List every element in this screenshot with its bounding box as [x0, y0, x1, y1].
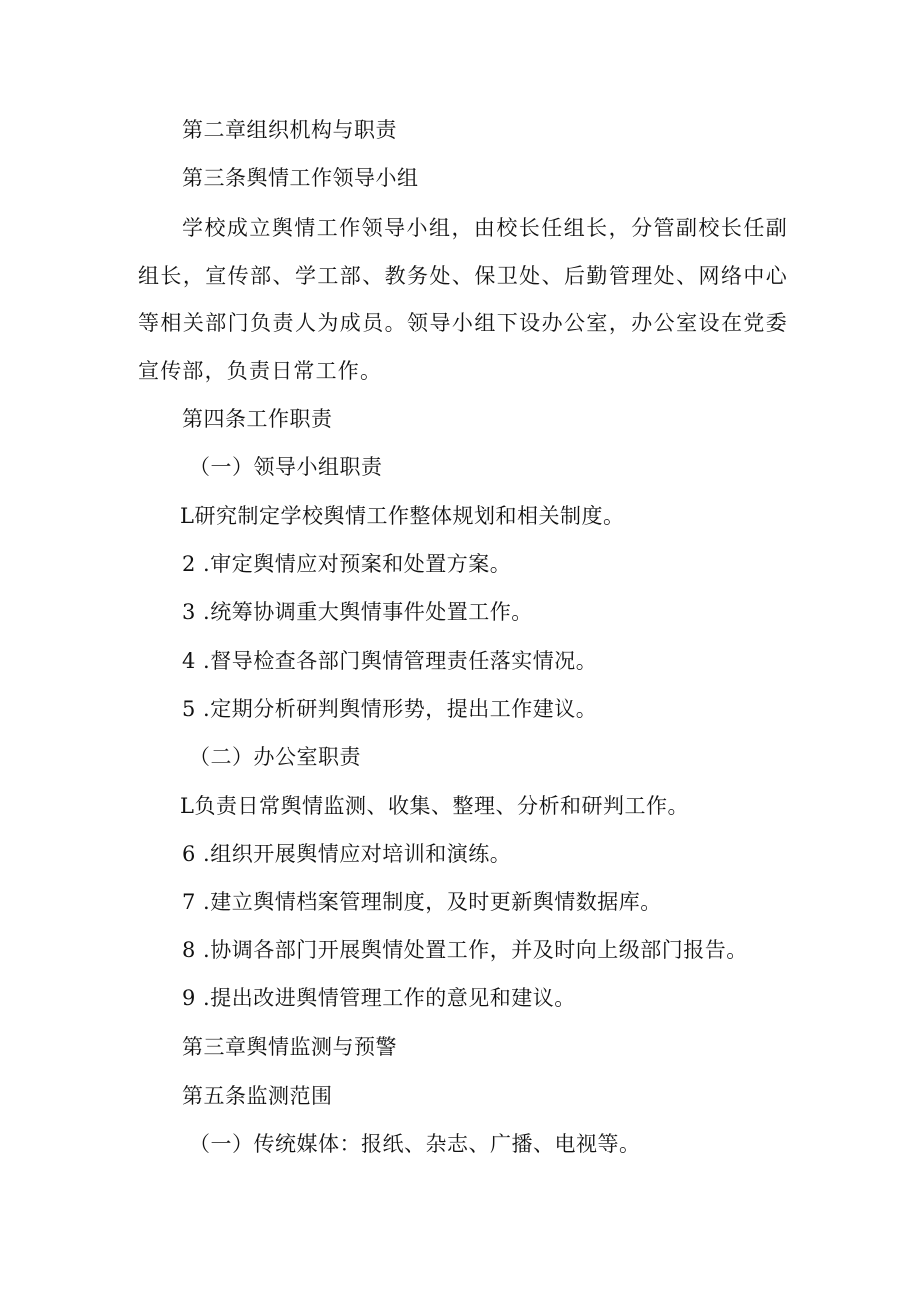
- article-heading: 第三条舆情工作领导小组: [182, 166, 419, 190]
- article-paragraph: 学校成立舆情工作领导小组，由校长任组长，分管副校长任副组长，宣传部、学工部、教务处、保卫处、后勤管理处、网络中心等相关部门负责人为成员。领导小组下设办公室，办公室设在党委宣传部，负责日常工作。: [138, 216, 788, 383]
- list-item: （一）传统媒体：报纸、杂志、广播、电视等。: [189, 1132, 641, 1156]
- chapter-heading: 第三章舆情监测与预警: [182, 1035, 397, 1059]
- list-item: 7 .建立舆情档案管理制度，及时更新舆情数据库。: [182, 890, 662, 914]
- list-item: 9 .提出改进舆情管理工作的意见和建议。: [182, 986, 576, 1010]
- list-item: L负责日常舆情监测、收集、整理、分析和研判工作。: [180, 794, 689, 818]
- list-item: 4 .督导检查各部门舆情管理责任落实情况。: [182, 649, 598, 673]
- list-item: 3 .统筹协调重大舆情事件处置工作。: [182, 600, 533, 624]
- section-heading: （一）领导小组职责: [189, 455, 383, 479]
- list-item: 2 .审定舆情应对预案和处置方案。: [182, 552, 512, 576]
- list-item: L研究制定学校舆情工作整体规划和相关制度。: [180, 504, 625, 528]
- section-heading: （二）办公室职责: [189, 745, 361, 769]
- article-heading: 第五条监测范围: [182, 1084, 333, 1108]
- article-heading: 第四条工作职责: [182, 407, 333, 431]
- list-item: 5 .定期分析研判舆情形势，提出工作建议。: [182, 697, 598, 721]
- list-item: 6 .组织开展舆情应对培训和演练。: [182, 842, 512, 866]
- list-item: 8 .协调各部门开展舆情处置工作，并及时向上级部门报告。: [182, 938, 748, 962]
- chapter-heading: 第二章组织机构与职责: [182, 118, 397, 142]
